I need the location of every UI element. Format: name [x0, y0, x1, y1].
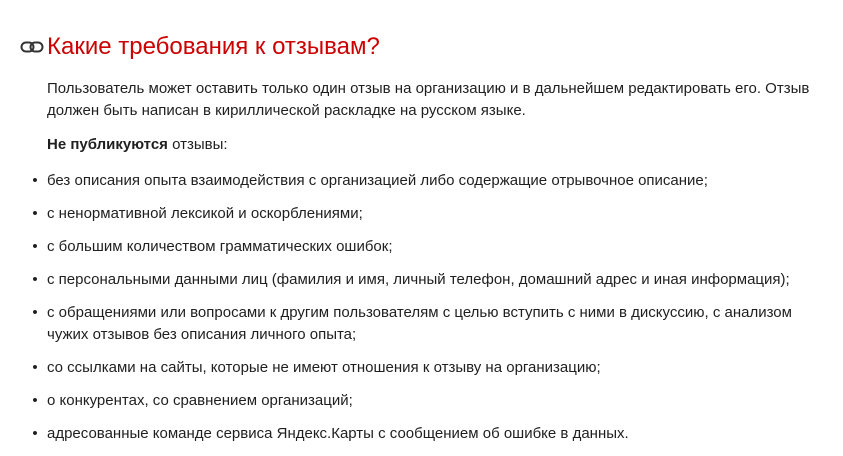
- list-item-text: с обращениями или вопросами к другим пользователям с целью вступить с ними в дискуссию, с анализом чужих отзывов без описания личного опыта;: [47, 304, 792, 343]
- bullet-icon: •: [32, 359, 38, 376]
- list-item: [32, 236, 827, 258]
- bullet-icon: •: [32, 304, 38, 321]
- list-item-text: с большим количеством грамматических ошибок;: [47, 238, 393, 255]
- bullet-icon: •: [32, 271, 38, 288]
- list-item-text: с ненормативной лексикой и оскорблениями;: [47, 205, 363, 222]
- heading-row: [20, 31, 380, 63]
- link-icon[interactable]: [20, 39, 44, 55]
- list-item: [32, 423, 827, 445]
- list-item: [32, 302, 827, 346]
- bullet-icon: •: [32, 425, 38, 442]
- intro-paragraph: Пользователь может оставить только один отзыв на организацию и в дальнейшем редактировать его. Отзыв должен быть написан в кириллической раскладке на русском языке.: [47, 80, 810, 119]
- bullet-icon: •: [32, 238, 38, 255]
- not-published-bold: Не публикуются: [47, 136, 168, 153]
- list-item: [32, 170, 827, 192]
- list-item: [32, 269, 827, 291]
- list-item-text: о конкурентах, со сравнением организаций;: [47, 392, 353, 409]
- list-item-text: адресованные команде сервиса Яндекс.Карты с сообщением об ошибке в данных.: [47, 425, 629, 442]
- not-published-heading: [47, 134, 827, 156]
- list-item-text: с персональными данными лиц (фамилия и имя, личный телефон, домашний адрес и иная информация);: [47, 271, 790, 288]
- bullet-icon: •: [32, 172, 38, 189]
- list-item-text: без описания опыта взаимодействия с организацией либо содержащие отрывочное описание;: [47, 172, 708, 189]
- article-content: [32, 78, 827, 456]
- page-title: Какие требования к отзывам?: [47, 33, 380, 60]
- list-item: [32, 390, 827, 412]
- bullet-icon: •: [32, 392, 38, 409]
- rules-list: [32, 170, 827, 445]
- bullet-icon: •: [32, 205, 38, 222]
- list-item-text: со ссылками на сайты, которые не имеют отношения к отзыву на организацию;: [47, 359, 601, 376]
- list-item: [32, 357, 827, 379]
- not-published-rest: отзывы:: [167, 136, 228, 153]
- list-item: [32, 203, 827, 225]
